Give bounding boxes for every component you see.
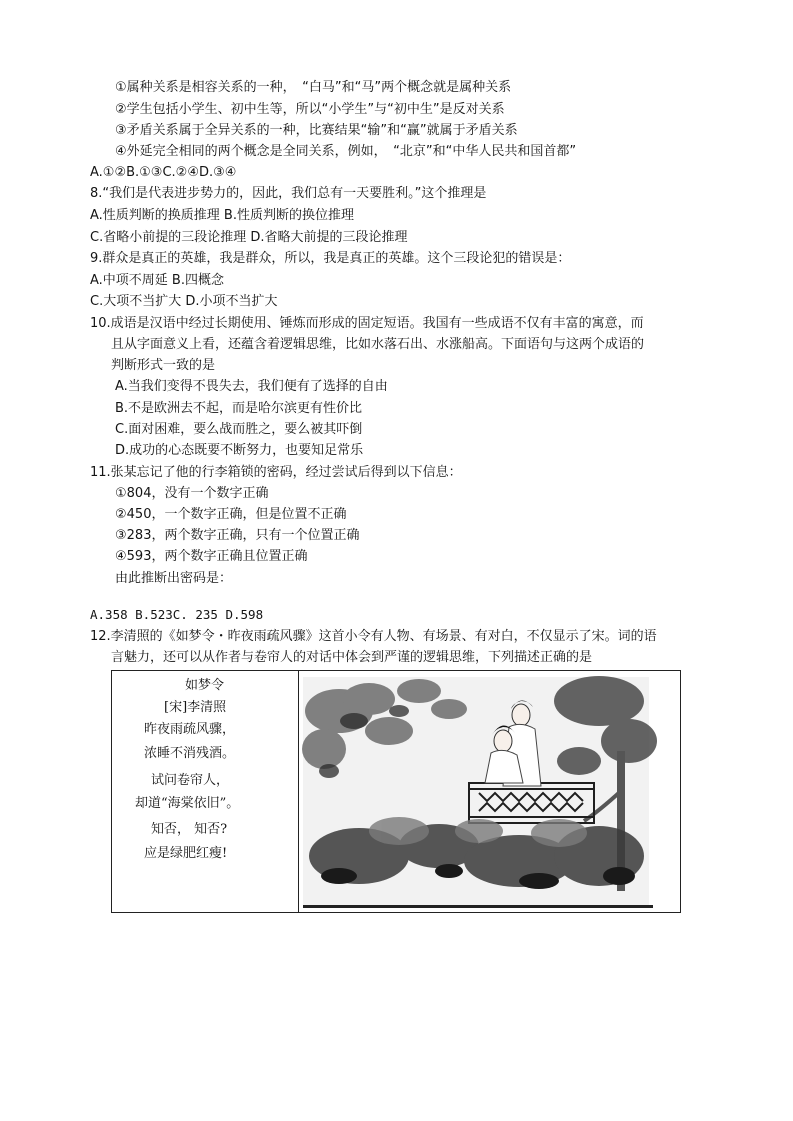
q8-options-cd: C.省略小前提的三段论推理 D.省略大前提的三段论推理 [90, 230, 408, 245]
q7-statement-3: ③矛盾关系属于全异关系的一种，比赛结果“输”和“赢”就属于矛盾关系 [115, 123, 518, 138]
q10-option-c: C.面对困难，要么战而胜之，要么被其吓倒 [115, 422, 363, 437]
q9-options-cd: C.大项不当扩大 D.小项不当扩大 [90, 294, 278, 309]
illustration-cell [299, 671, 680, 912]
poem-line-1: 昨夜雨疏风骤， [144, 722, 236, 737]
q11-stem: 11.张某忘记了他的行李箱锁的密码，经过尝试后得到以下信息： [90, 465, 462, 480]
poem-table [111, 670, 681, 913]
q8-options-ab: A.性质判断的换质推理 B.性质判断的换位推理 [90, 208, 354, 223]
poem-line-3: 试问卷帘人， [151, 773, 230, 788]
q9-stem: 9.群众是真正的英雄，我是群众，所以，我是真正的英雄。这个三段论犯的错误是： [90, 251, 571, 266]
poem-text-cell [112, 671, 299, 912]
q11-clue-2: ②450，一个数字正确，但是位置不正确 [115, 507, 347, 522]
poem-line-2: 浓睡不消残酒。 [144, 746, 236, 761]
q9-options-ab: A.中项不周延 B.四概念 [90, 273, 224, 288]
q11-conclusion: 由此推断出密码是： [115, 571, 233, 586]
q8-stem: 8.“我们是代表进步势力的，因此，我们总有一天要胜利。”这个推理是 [90, 186, 487, 201]
q7-statement-1: ①属种关系是相容关系的一种， “白马”和“马”两个概念就是属种关系 [115, 80, 512, 95]
q10-option-a: A.当我们变得不畏失去，我们便有了选择的自由 [115, 379, 388, 394]
q11-clue-1: ①804，没有一个数字正确 [115, 486, 269, 501]
poem-line-5: 知否， 知否? [151, 822, 228, 837]
q10-option-b: B.不是欧洲去不起，而是哈尔滨更有性价比 [115, 401, 363, 416]
q7-statement-4: ④外延完全相同的两个概念是全同关系，例如， “北京”和“中华人民共和国首都” [115, 144, 577, 159]
q7-options: A.①②B.①③C.②④D.③④ [90, 165, 237, 180]
poem-author: [宋]李清照 [164, 700, 227, 715]
q12-stem-line-1: 12.李清照的《如梦令・昨夜雨疏风骤》这首小令有人物、有场景、有对白，不仅显示了宋。词的语 [90, 629, 657, 644]
poem-line-4: 却道“海棠依旧”。 [135, 796, 240, 811]
ink-painting-two-ladies-garden-icon [299, 671, 680, 912]
poem-title: 如梦令 [185, 678, 225, 693]
q10-stem-line-1: 10.成语是汉语中经过长期使用、锤炼而形成的固定短语。我国有一些成语不仅有丰富的寓意，而 [90, 316, 644, 331]
q11-options: A.358 B.523C. 235 D.598 [90, 607, 264, 622]
q10-stem-line-3: 判断形式一致的是 [111, 358, 216, 373]
q10-stem-line-2: 且从字面意义上看，还蕴含着逻辑思维，比如水落石出、水涨船高。下面语句与这两个成语的 [111, 337, 645, 352]
q11-clue-3: ③283，两个数字正确，只有一个位置正确 [115, 528, 360, 543]
q7-statement-2: ②学生包括小学生、初中生等，所以“小学生”与“初中生”是反对关系 [115, 102, 505, 117]
q12-stem-line-2: 言魅力，还可以从作者与卷帘人的对话中体会到严谨的逻辑思维，下列描述正确的是 [111, 650, 593, 665]
poem-line-6: 应是绿肥红瘦! [144, 846, 228, 861]
q11-clue-4: ④593，两个数字正确且位置正确 [115, 549, 308, 564]
q10-option-d: D.成功的心态既要不断努力，也要知足常乐 [115, 443, 364, 458]
